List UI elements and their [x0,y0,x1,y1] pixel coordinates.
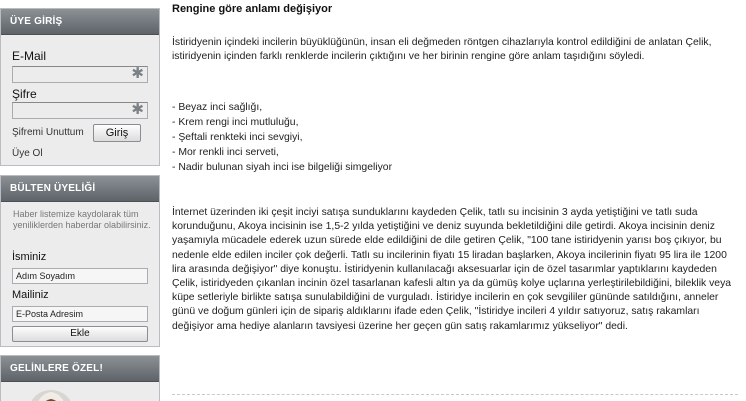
bride-photo[interactable] [23,384,93,401]
mail-label: Mailiniz [12,289,49,301]
email-field[interactable] [12,66,148,83]
required-asterisk-icon: ✱ [131,101,144,118]
list-item: - Mor renkli inci serveti, [172,147,279,158]
list-item: - Şeftali renkteki inci sevgiyi, [172,132,303,143]
article-paragraph-1: İstiridyenin içindeki incilerin büyüklüğünün, insan eli değmeden röntgen cihazlarıyla kontrol edildiğini de anlatan Çelik, istiridyenin içinden farklı renklerde incilerin çıktığını ve her birinin rengine göre anlam taşıdığını söyledi. [172,37,712,63]
list-item: - Nadir bulunan siyah inci ise bilgeliği simgeliyor [172,162,393,173]
name-label: İsminiz [12,251,47,263]
login-button[interactable]: Giriş [93,124,141,142]
newsletter-add-button[interactable]: Ekle [12,326,148,342]
newsletter-description: Haber listemize kaydolarak tüm yeniliklerden haberdar olabilirsiniz. [13,209,151,230]
email-label: E-Mail [12,49,47,63]
signup-link[interactable]: Üye Ol [12,148,43,159]
list-item: - Beyaz inci sağlığı, [172,102,263,113]
required-asterisk-icon: ✱ [131,65,144,82]
name-field[interactable]: Adım Soyadım [12,268,148,284]
password-field[interactable] [12,102,148,119]
password-label: Şifre [12,87,37,101]
divider [172,394,738,395]
forgot-password-link[interactable]: Şifremi Unuttum [12,127,84,138]
article-subtitle: Rengine göre anlamı değişiyor [172,3,333,15]
mail-field[interactable]: E-Posta Adresim [12,306,148,322]
bridal-special-box [0,355,160,401]
newsletter-title: BÜLTEN ÜYELİĞİ [1,176,159,202]
member-login-box [0,8,160,166]
bridal-special-title: GELİNLERE ÖZEL! [1,356,159,382]
list-item: - Krem rengi inci mutluluğu, [172,117,299,128]
member-login-title: ÜYE GİRİŞ [1,9,159,35]
newsletter-box [0,175,160,347]
sidebar [0,0,160,401]
article-paragraph-2: İnternet üzerinden iki çeşit inciyi satışa sunduklarını kaydeden Çelik, tatlı su incisinin 3 ayda yetiştiğini ve tatlı suda korunduğunu, Akoya incisinin ise 1,5-2 yılda yetiştiğini ve deniz suyunda bekletildiğini dile getirdi. Akoya incisinin deniz yaşamıyla mücadele ederek uzun sürede elde edildiğini de dile getiren Çelik, "100 tane istiridyenin yarısı boş çıkıyor, bu nedenle elde edilen inciler çok değerli. Tatlı su incilerinin fiyatı 15 liradan başlarken, Akoya incilerinin fiyatı 95 lira ile 1200 lira arasında değişiyor" diye konuştu. İstiridyenin kullanılacağı aksesuarlar için de özel tasarımlar yaptıklarını kaydeden Çelik, istiridyeden çıkanlan incinin özel tasarlanan kafesli altın ya da gümüş kolye uçlarına yerleştirilebildiğini, bileklik veya küpe setleriyle birlikte satışa sunulabildiğini de vurguladı. İstiridye incilerin en çok sevgililer gününde satıldığını, anneler günü ve doğum günleri için de sipariş aldıklarını ifade eden Çelik, "İstiridye incileri 4 yıldır satıyoruz, satış rakamları değişiyor ama hediye alanların tavsiyesi üzerine her geçen gün satış rakamlarımız yükseliyor" dedi. [172,207,732,332]
